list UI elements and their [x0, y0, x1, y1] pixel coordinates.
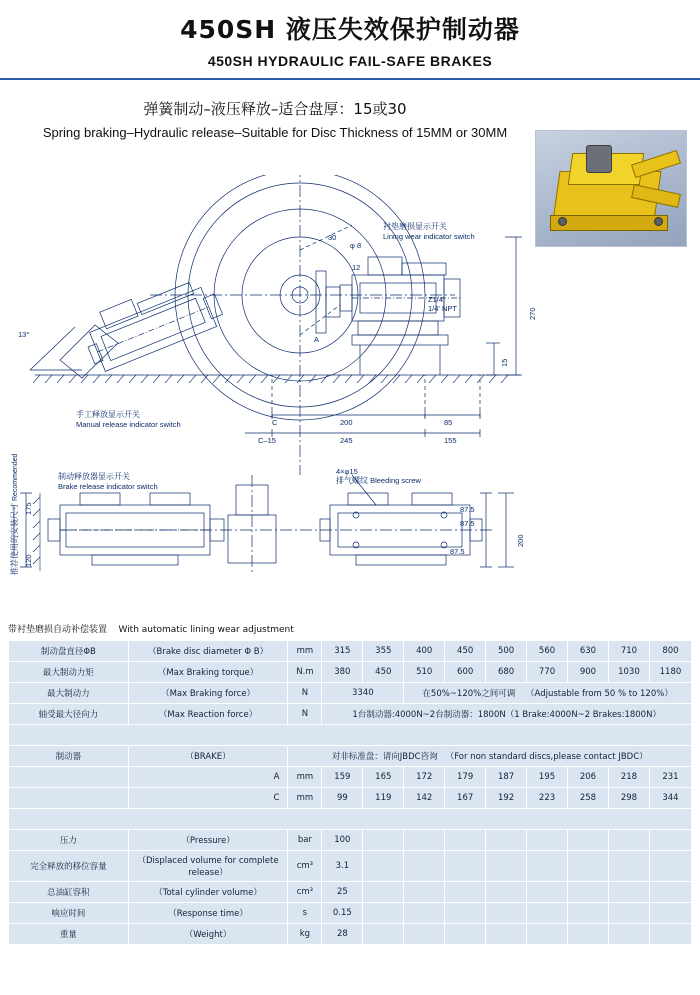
- cell-value: 680: [486, 662, 527, 683]
- row-label-cn: 最大制动力矩: [9, 662, 129, 683]
- spec-table: [8, 640, 692, 945]
- cell-value: 192: [486, 788, 527, 809]
- dim-200b: 200: [516, 534, 525, 547]
- table-row: [9, 924, 692, 945]
- dim-200: 200: [340, 418, 353, 427]
- dim-30: 30: [328, 233, 337, 242]
- row-label-en: （Max Braking force）: [128, 683, 288, 704]
- cell-value: 119: [363, 788, 404, 809]
- cell-value: 25: [322, 882, 363, 903]
- header-divider: [0, 78, 700, 80]
- dim-letter-a: A: [314, 335, 320, 344]
- row-label-blank: [9, 767, 129, 788]
- table-caption-en: With automatic lining wear adjustment: [118, 625, 294, 635]
- cell-value: 1030: [608, 662, 649, 683]
- cell-value: 800: [649, 641, 691, 662]
- cell-value: 380: [322, 662, 363, 683]
- cell-value: 1台制动器:4000N~2台制动器：1800N（1 Brake:4000N~2 Brakes:1800N）: [322, 704, 692, 725]
- cell-value: 99: [322, 788, 363, 809]
- row-unit: N: [288, 704, 322, 725]
- cell-value: 218: [608, 767, 649, 788]
- table-caption-cn: 带衬垫磨损自动补偿装置: [8, 625, 108, 635]
- row-unit: cm³: [288, 851, 322, 882]
- cell-note-cn: 对非标准盘：请向JBDC咨询: [331, 752, 438, 762]
- dim-175: 175: [24, 502, 33, 515]
- row-label-en: （Total cylinder volume）: [128, 882, 288, 903]
- cell-value: 298: [608, 788, 649, 809]
- row-label-en: （Pressure）: [128, 830, 288, 851]
- cell-value: 315: [322, 641, 363, 662]
- cell-value: 231: [649, 767, 691, 788]
- dim-120: 120: [24, 554, 33, 567]
- cell-value: 500: [486, 641, 527, 662]
- cell-value: 560: [527, 641, 568, 662]
- callout-brake-release: 制动释放器显示开关 Brake release indicator switch: [58, 472, 158, 491]
- table-row: [9, 903, 692, 924]
- cell-value: 400: [404, 641, 445, 662]
- technical-drawing: [0, 175, 700, 620]
- table-caption: [8, 622, 294, 635]
- note-recommended: 推荐使用的安装尺寸 Recommended: [10, 453, 19, 575]
- cell-value: 0.15: [322, 903, 363, 924]
- table-row: [9, 830, 692, 851]
- cell-value: 3.1: [322, 851, 363, 882]
- row-label-cn: 压力: [9, 830, 129, 851]
- row-letter: C: [128, 788, 288, 809]
- row-unit: N: [288, 683, 322, 704]
- cell-value: 159: [322, 767, 363, 788]
- table-spacer: [9, 725, 692, 746]
- row-label-cn: 完全释放的移位容量: [9, 851, 129, 882]
- dim-87-5-bot: 87.5: [450, 547, 465, 556]
- row-label-cn: 响应时间: [9, 903, 129, 924]
- cell-value: 510: [404, 662, 445, 683]
- photo-cylinder: [586, 145, 612, 173]
- page-header: [0, 0, 700, 80]
- row-label-en: （Max Reaction force）: [128, 704, 288, 725]
- cell-value: 450: [445, 641, 486, 662]
- row-label-en: （Displaced volume for complete release）: [128, 851, 288, 882]
- cell-value: 167: [445, 788, 486, 809]
- subtitle-en: Spring braking–Hydraulic release–Suitable for Disc Thickness of 15MM or 30MM: [42, 125, 508, 140]
- cell-value: 344: [649, 788, 691, 809]
- row-label-en: （Weight）: [128, 924, 288, 945]
- cell-value: 28: [322, 924, 363, 945]
- row-unit: mm: [288, 767, 322, 788]
- subtitle-cn: 弹簧制动–液压释放–适合盘厚：15或30: [143, 100, 407, 118]
- cell-value: 142: [404, 788, 445, 809]
- cell-value: 630: [568, 641, 609, 662]
- dim-c-minus-15: C–15: [258, 436, 276, 445]
- cell-value: 900: [568, 662, 609, 683]
- table-row: [9, 851, 692, 882]
- callout-lining-wear: 衬垫磨损显示开关 Lining wear indicator switch: [383, 222, 475, 241]
- cell-value: 223: [527, 788, 568, 809]
- callout-npt: Z1/4' 1/4' NPT: [428, 295, 457, 314]
- row-label-cn: 总油缸容积: [9, 882, 129, 903]
- table-row: [9, 641, 692, 662]
- row-label-en: （BRAKE）: [128, 746, 288, 767]
- cell-note: [288, 746, 692, 767]
- row-label-cn: 制动盘直径ΦB: [9, 641, 129, 662]
- row-label-en: （Brake disc diameter Φ B）: [128, 641, 288, 662]
- dim-87-5-mid: 87.5: [460, 519, 475, 528]
- cell-note-cn: 在50%~120%之间可调: [422, 689, 516, 699]
- cell-value: 450: [363, 662, 404, 683]
- row-unit: s: [288, 903, 322, 924]
- table-row: [9, 788, 692, 809]
- cell-value: 600: [445, 662, 486, 683]
- row-unit: cm³: [288, 882, 322, 903]
- row-unit: N.m: [288, 662, 322, 683]
- dim-270: 270: [528, 307, 537, 320]
- dim-155: 155: [444, 436, 457, 445]
- cell-value: 100: [322, 830, 363, 851]
- cell-value: 770: [527, 662, 568, 683]
- row-label-en: （Response time）: [128, 903, 288, 924]
- cell-value: 1180: [649, 662, 691, 683]
- row-label-cn: 最大制动力: [9, 683, 129, 704]
- row-unit: kg: [288, 924, 322, 945]
- cell-note-en: （For non standard discs,please contact JBDC）: [445, 752, 648, 762]
- cell-value: 710: [608, 641, 649, 662]
- dim-85: 85: [444, 418, 453, 427]
- page-title-cn: 450SH 液压失效保护制动器: [180, 15, 520, 44]
- table-row: [9, 882, 692, 903]
- dim-245: 245: [340, 436, 353, 445]
- cell-value: 179: [445, 767, 486, 788]
- table-row: [9, 767, 692, 788]
- row-unit: mm: [288, 788, 322, 809]
- cell-value: 355: [363, 641, 404, 662]
- cell-value: 165: [363, 767, 404, 788]
- dim-15: 15: [500, 358, 509, 367]
- callout-bleeding-screw: 4×φ15 排气螺纹 Bleeding screw: [336, 467, 421, 486]
- dim-phi8: φ 8: [350, 241, 362, 250]
- cell-value: 206: [568, 767, 609, 788]
- table-row: [9, 683, 692, 704]
- cell-value: 195: [527, 767, 568, 788]
- cell-value: 187: [486, 767, 527, 788]
- table-row: [9, 704, 692, 725]
- row-unit: bar: [288, 830, 322, 851]
- dim-87-5-top: 87.5: [460, 505, 475, 514]
- row-label-cn: 重量: [9, 924, 129, 945]
- row-letter: A: [128, 767, 288, 788]
- dim-13deg: 13°: [18, 330, 30, 339]
- cell-value: 258: [568, 788, 609, 809]
- table-spacer: [9, 809, 692, 830]
- table-row: [9, 662, 692, 683]
- page-title-en: 450SH HYDRAULIC FAIL-SAFE BRAKES: [207, 53, 493, 69]
- cell-value: 3340: [322, 683, 404, 704]
- table-row: [9, 746, 692, 767]
- cell-note: [404, 683, 692, 704]
- cell-value: 172: [404, 767, 445, 788]
- row-label-cn: 制动器: [9, 746, 129, 767]
- cell-note-en: （Adjustable from 50 % to 120%）: [526, 689, 673, 699]
- row-label-blank: [9, 788, 129, 809]
- dim-letter-c: C: [272, 418, 278, 427]
- callout-manual-release: 手工释放显示开关 Manual release indicator switch: [76, 410, 181, 429]
- row-label-en: （Max Braking torque）: [128, 662, 288, 683]
- dim-12: 12: [352, 263, 361, 272]
- row-label-cn: 轴受最大径向力: [9, 704, 129, 725]
- row-unit: mm: [288, 641, 322, 662]
